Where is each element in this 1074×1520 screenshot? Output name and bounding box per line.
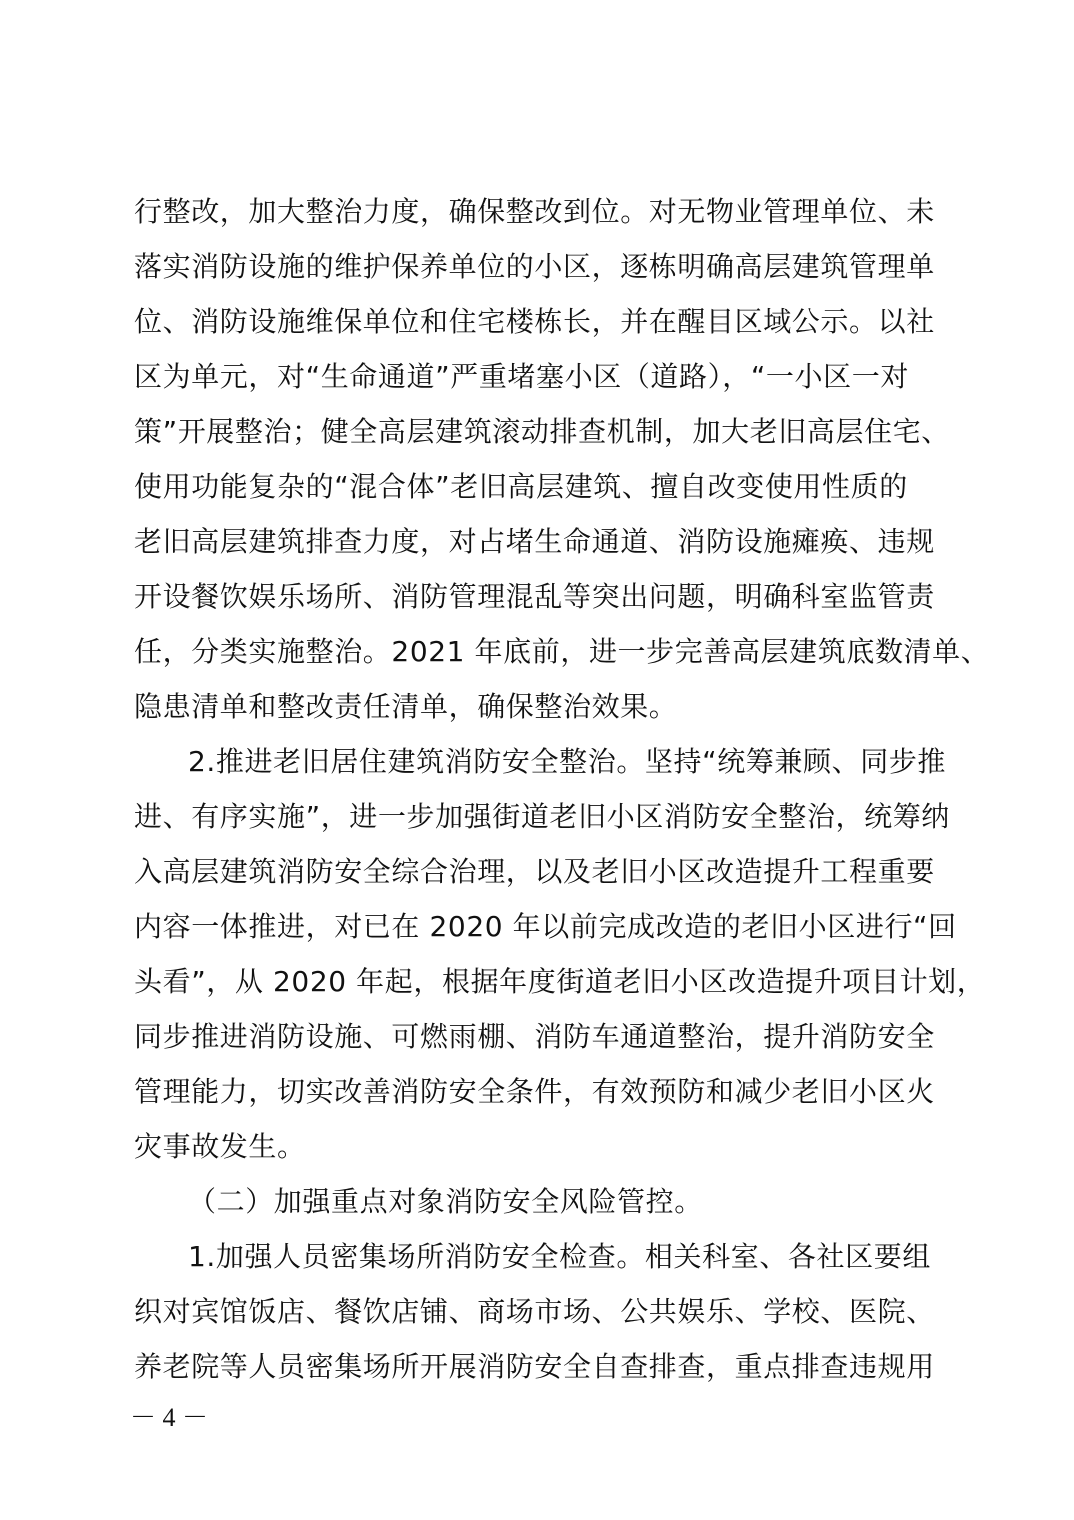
- paragraph-first-line: 2.推进老旧居住建筑消防安全整治。坚持“统筹兼顾、同步推: [188, 745, 947, 778]
- body-text-line: 使用功能复杂的“混合体”老旧高层建筑、擅自改变使用性质的: [134, 470, 908, 503]
- section-heading: （二）加强重点对象消防安全风险管控。: [188, 1185, 703, 1218]
- body-text-line: 同步推进消防设施、可燃雨棚、消防车通道整治，提升消防安全: [134, 1020, 935, 1053]
- paragraph-first-line: 1.加强人员密集场所消防安全检查。相关科室、各社区要组: [188, 1240, 931, 1273]
- body-text-line: 任，分类实施整治。2021 年底前，进一步完善高层建筑底数清单、: [134, 635, 990, 668]
- body-text-line: 策”开展整治；健全高层建筑滚动排查机制，加大老旧高层住宅、: [134, 415, 950, 448]
- body-text-line: 管理能力，切实改善消防安全条件，有效预防和减少老旧小区火: [134, 1075, 935, 1108]
- body-text-line: 行整改，加大整治力度，确保整改到位。对无物业管理单位、未: [134, 195, 935, 228]
- body-text-line: 养老院等人员密集场所开展消防安全自查排查，重点排查违规用: [134, 1350, 935, 1383]
- body-text-line: 织对宾馆饭店、餐饮店铺、商场市场、公共娱乐、学校、医院、: [134, 1295, 935, 1328]
- page-number: － 4 －: [130, 1403, 209, 1432]
- body-text-line: 老旧高层建筑排查力度，对占堵生命通道、消防设施瘫痪、违规: [134, 525, 935, 558]
- body-text-line: 区为单元，对“生命通道”严重堵塞小区（道路），“一小区一对: [134, 360, 909, 393]
- body-text-line: 位、消防设施维保单位和住宅楼栋长，并在醒目区域公示。以社: [134, 305, 935, 338]
- body-text-line: 落实消防设施的维护保养单位的小区，逐栋明确高层建筑管理单: [134, 250, 935, 283]
- body-text-line: 入高层建筑消防安全综合治理，以及老旧小区改造提升工程重要: [134, 855, 935, 888]
- body-text-line: 灾事故发生。: [134, 1130, 306, 1163]
- body-text-line: 进、有序实施”，进一步加强街道老旧小区消防安全整治，统筹纳: [134, 800, 950, 833]
- body-text-line: 内容一体推进，对已在 2020 年以前完成改造的老旧小区进行“回: [134, 910, 957, 943]
- body-text-line: 开设餐饮娱乐场所、消防管理混乱等突出问题，明确科室监管责: [134, 580, 935, 613]
- body-text-line: 头看”，从 2020 年起，根据年度街道老旧小区改造提升项目计划，: [134, 965, 986, 998]
- body-text-line: 隐患清单和整改责任清单，确保整治效果。: [134, 690, 678, 723]
